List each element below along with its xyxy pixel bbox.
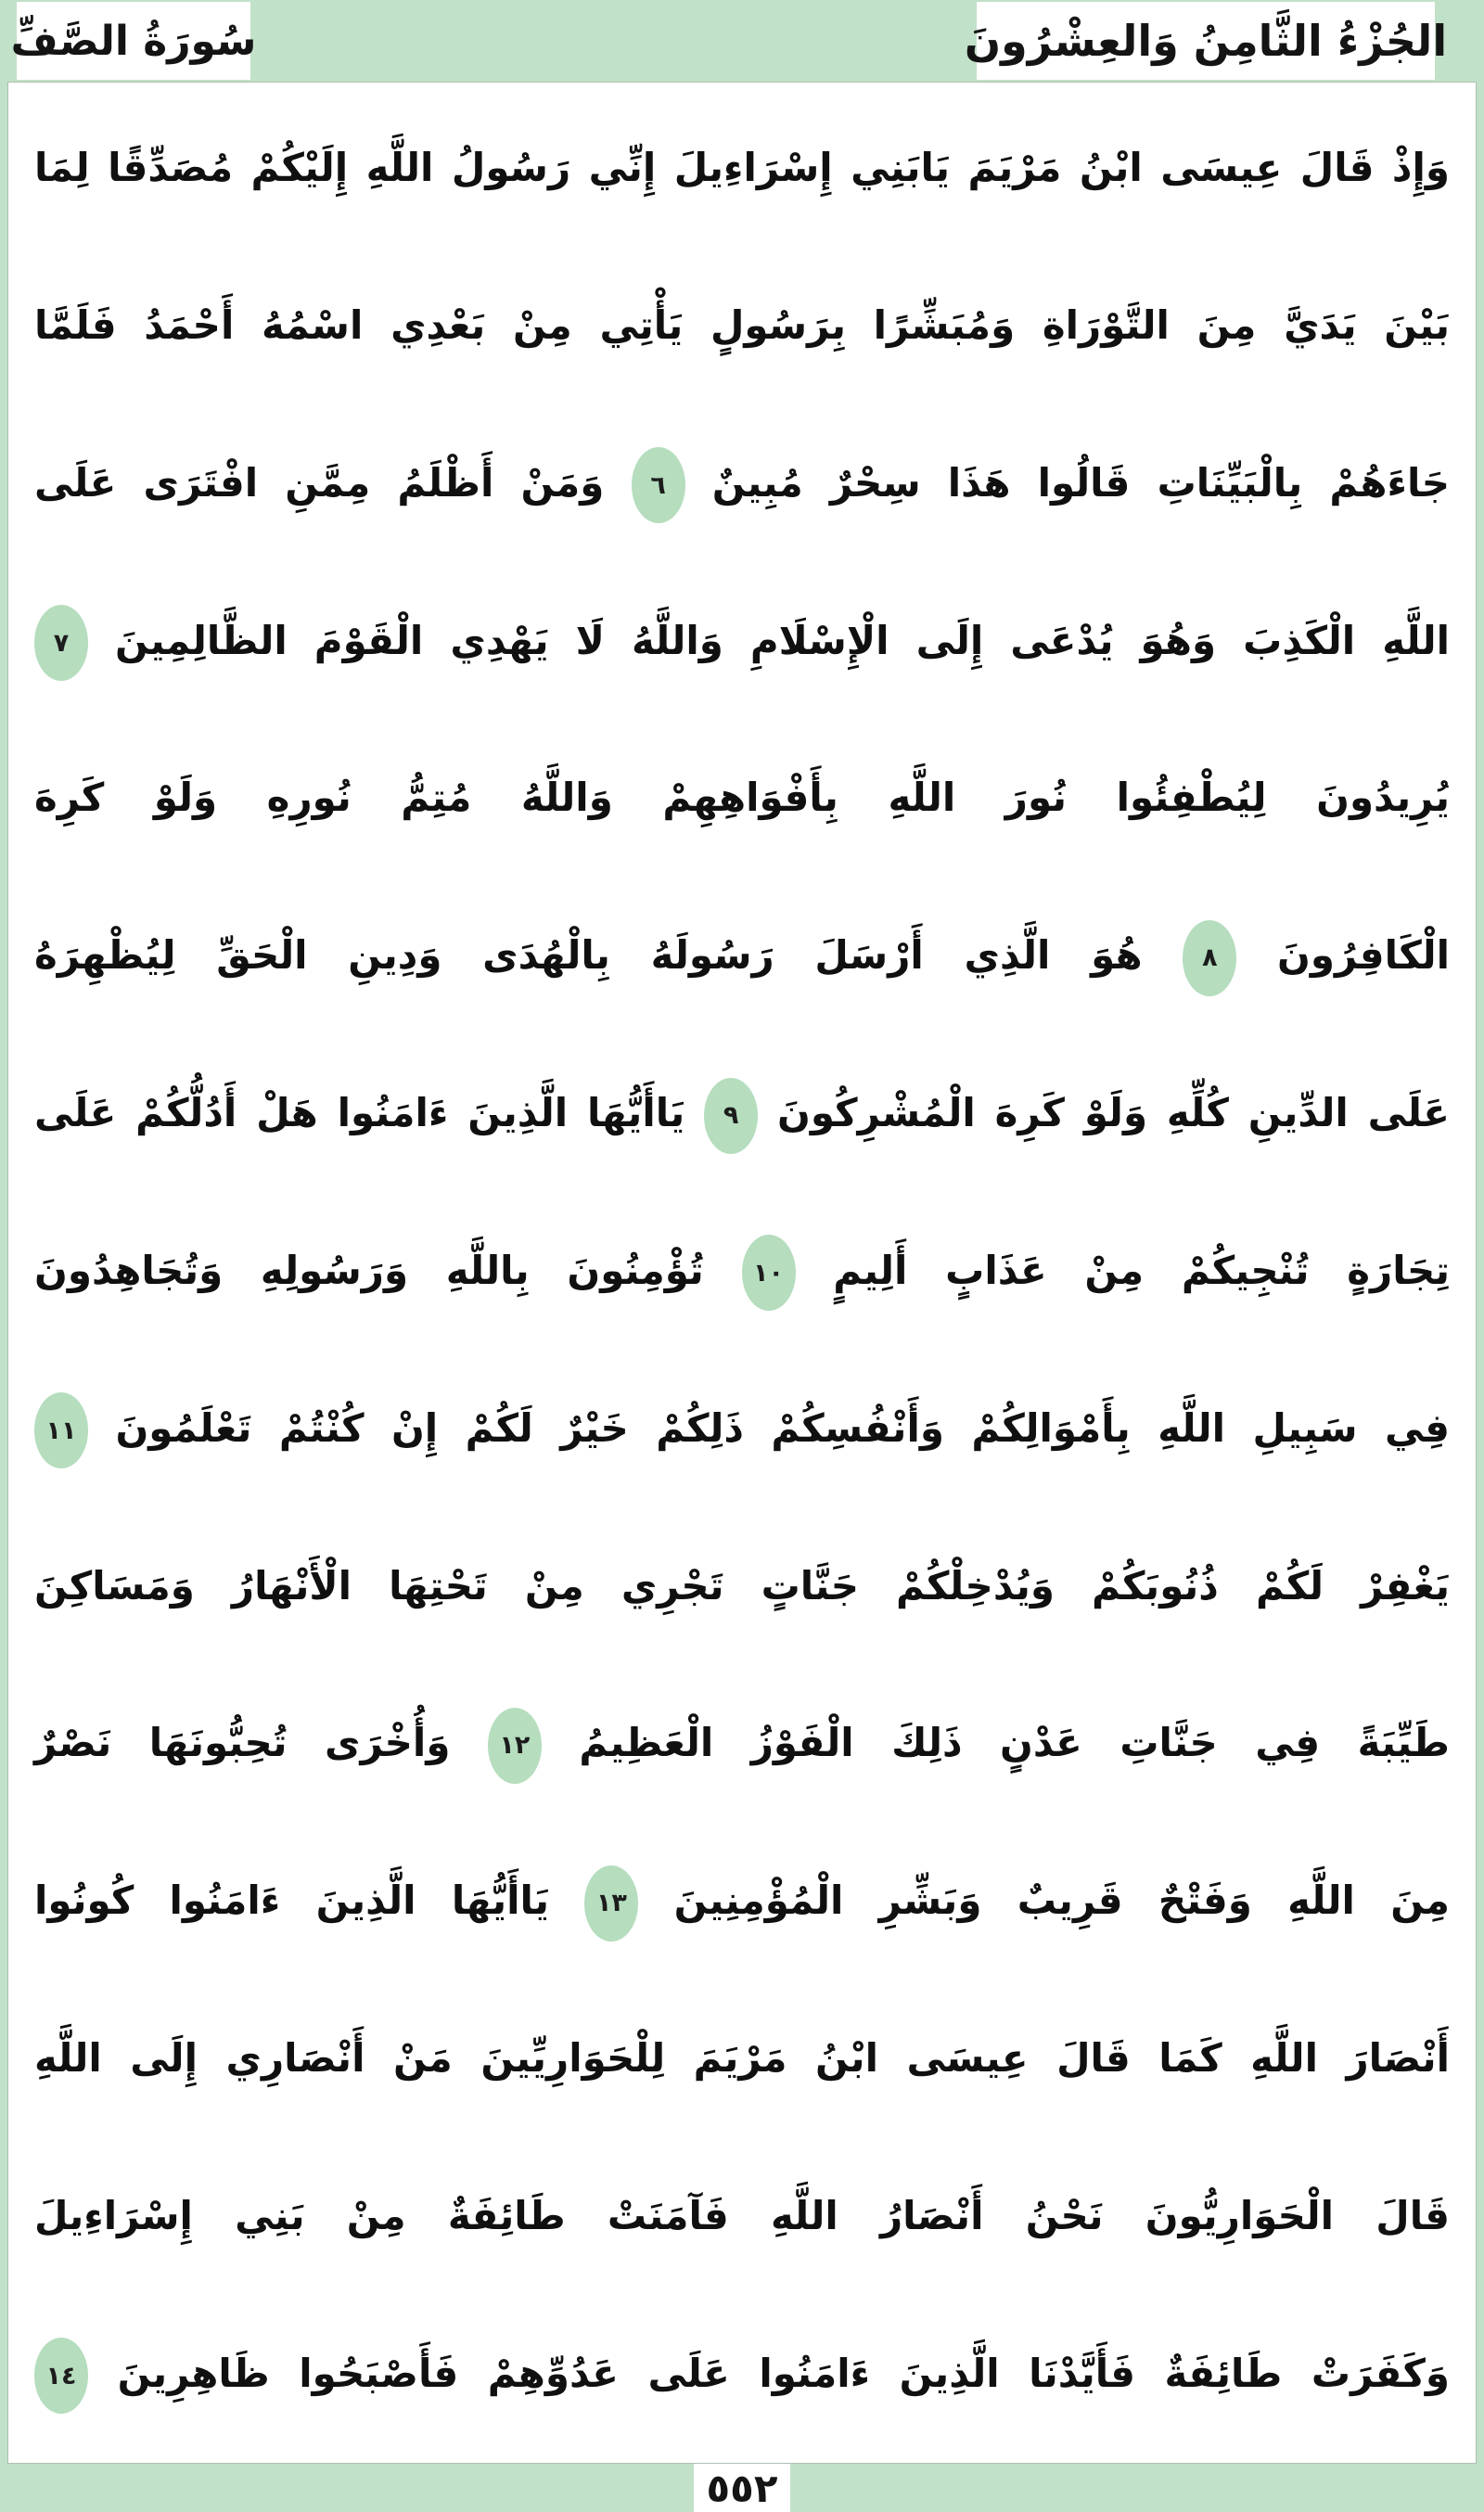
ayah-text: تُؤْمِنُونَ بِاللَّهِ وَرَسُولِهِ وَتُجَاهِدُونَ [34,1247,704,1293]
quran-line [34,1358,1450,1499]
surah-label: سُورَةُ الصَّفِّ [10,17,257,65]
surah-label-box [10,2,257,80]
juz-label: الجُزْءُ الثَّامِنُ وَالعِشْرُونَ [964,16,1448,66]
ayah-marker: ١٢ [488,1708,542,1784]
ayah-text: بَيْنَ يَدَيَّ مِنَ التَّوْرَاةِ وَمُبَشِّرًا بِرَسُولٍ يَأْتِي مِنْ بَعْدِي اسْمُهُ أَحْمَدُ فَلَمَّا [34,301,1450,348]
ayah-text: فِي سَبِيلِ اللَّهِ بِأَمْوَالِكُمْ وَأَنْفُسِكُمْ ذَلِكُمْ خَيْرٌ لَكُمْ إِنْ كُنْتُمْ تَعْلَمُونَ [115,1404,1450,1451]
quran-line [34,2303,1450,2444]
ayah-text: جَاءَهُمْ بِالْبَيِّنَاتِ قَالُوا هَذَا سِحْرٌ مُبِينٌ [711,459,1450,506]
ayah-text: مِنَ اللَّهِ وَفَتْحٌ قَرِيبٌ وَبَشِّرِ الْمُؤْمِنِينَ [673,1878,1451,1924]
ayah-text: يَاأَيُّهَا الَّذِينَ ءَامَنُوا هَلْ أَدُلُّكُمْ عَلَى [34,1090,685,1136]
ayah-text: أَنْصَارَ اللَّهِ كَمَا قَالَ عِيسَى ابْنُ مَرْيَمَ لِلْحَوَارِيِّينَ مَنْ أَنْصَارِي إِلَى اللَّهِ [34,2035,1450,2082]
quran-line [34,1043,1450,1184]
ayah-text: وَكَفَرَتْ طَائِفَةٌ فَأَيَّدْنَا الَّذِينَ ءَامَنُوا عَلَى عَدُوِّهِمْ فَأَصْبَحُوا ظَاهِرِينَ [117,2350,1451,2396]
quran-line [34,1830,1450,1971]
ayah-text: يَغْفِرْ لَكُمْ ذُنُوبَكُمْ وَيُدْخِلْكُمْ جَنَّاتٍ تَجْرِي مِنْ تَحْتِهَا الْأَنْهَارُ وَمَسَاكِنَ [34,1562,1450,1608]
ayah-marker: ٧ [34,605,88,681]
quran-line [34,2146,1450,2287]
header-band [0,0,1484,82]
ayah-marker: ٩ [704,1078,758,1154]
ayah-text: يَاأَيُّهَا الَّذِينَ ءَامَنُوا كُونُوا [34,1878,550,1924]
quran-line [34,885,1450,1026]
ayah-text: وَأُخْرَى تُحِبُّونَهَا نَصْرٌ [34,1720,451,1766]
ayah-text: يُرِيدُونَ لِيُطْفِئُوا نُورَ اللَّهِ بِأَفْوَاهِهِمْ وَاللَّهُ مُتِمُّ نُورِهِ وَلَوْ كَرِهَ [34,775,1450,821]
quran-line [34,1200,1450,1341]
quran-line [34,1988,1450,2129]
ayah-text: قَالَ الْحَوَارِيُّونَ نَحْنُ أَنْصَارُ اللَّهِ فَآمَنَتْ طَائِفَةٌ مِنْ بَنِي إِسْرَاءِيلَ [34,2192,1450,2238]
ayah-text: وَإِذْ قَالَ عِيسَى ابْنُ مَرْيَمَ يَابَنِي إِسْرَاءِيلَ إِنِّي رَسُولُ اللَّهِ إِلَيْكُمْ مُصَدِّقًا لِمَا [34,145,1450,190]
ayah-marker: ١١ [34,1392,88,1468]
quran-line [34,255,1450,396]
ayah-text: وَمَنْ أَظْلَمُ مِمَّنِ افْتَرَى عَلَى [34,459,605,506]
quran-line [34,1673,1450,1814]
ayah-text: تِجَارَةٍ تُنْجِيكُمْ مِنْ عَذَابٍ أَلِيمٍ [833,1247,1451,1293]
ayah-text: اللَّهِ الْكَذِبَ وَهُوَ يُدْعَى إِلَى الْإِسْلَامِ وَاللَّهُ لَا يَهْدِي الْقَوْمَ الظَّالِمِينَ [115,617,1451,663]
ayah-text: عَلَى الدِّينِ كُلِّهِ وَلَوْ كَرِهَ الْمُشْرِكُونَ [776,1090,1450,1136]
ayah-marker: ١٠ [742,1235,796,1311]
quran-line [34,1516,1450,1657]
juz-label-box [964,2,1448,80]
ayah-marker: ١٣ [584,1865,638,1942]
page-number-box [694,2464,790,2512]
ayah-text: هُوَ الَّذِي أَرْسَلَ رَسُولَهُ بِالْهُدَى وَدِينِ الْحَقِّ لِيُظْهِرَهُ [34,932,1143,979]
quran-line [34,413,1450,554]
ayah-marker: ٨ [1183,920,1236,996]
ayah-text: طَيِّبَةً فِي جَنَّاتِ عَدْنٍ ذَلِكَ الْفَوْزُ الْعَظِيمُ [579,1720,1450,1766]
footer-band [0,2464,1484,2512]
ayah-text: الْكَافِرُونَ [1277,932,1450,979]
page-number: ٥٥٢ [706,2465,778,2511]
ayah-marker: ١٤ [34,2338,88,2414]
mushaf-text-area [7,82,1477,2464]
ayah-marker: ٦ [632,447,685,523]
quran-line [34,727,1450,868]
quran-line [34,570,1450,711]
quran-line [34,97,1450,238]
